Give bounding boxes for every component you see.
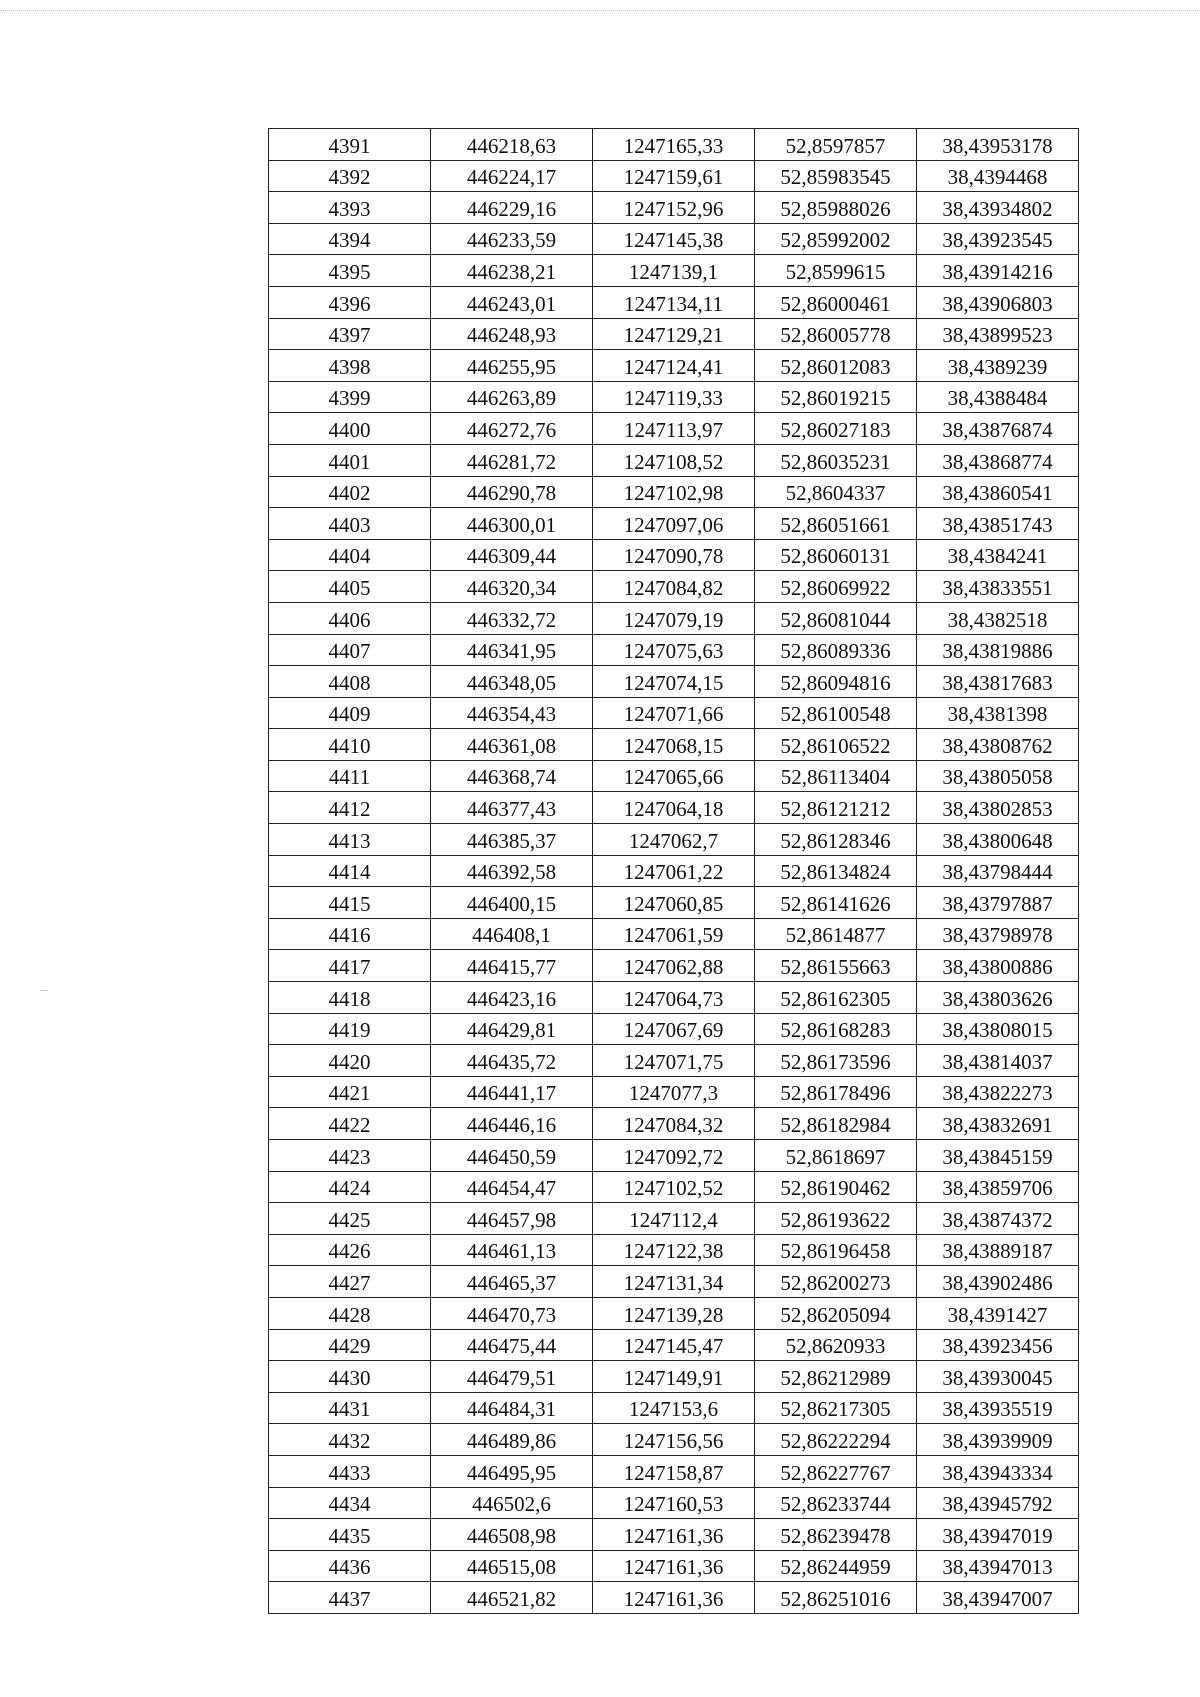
table-row: [269, 1013, 1079, 1045]
x-coordinate-cell: 446224,17: [431, 160, 593, 192]
point-number-cell: 4402: [269, 476, 431, 508]
longitude-cell: 38,43939909: [917, 1424, 1079, 1456]
longitude-cell: 38,43874372: [917, 1203, 1079, 1235]
longitude-cell: 38,43889187: [917, 1234, 1079, 1266]
point-number-cell: 4405: [269, 571, 431, 603]
y-coordinate-cell: 1247156,56: [593, 1424, 755, 1456]
latitude-cell: 52,86227767: [755, 1455, 917, 1487]
point-number-cell: 4432: [269, 1424, 431, 1456]
y-coordinate-cell: 1247079,19: [593, 602, 755, 634]
latitude-cell: 52,86069922: [755, 571, 917, 603]
table-row: [269, 1519, 1079, 1551]
point-number-cell: 4423: [269, 1140, 431, 1172]
x-coordinate-cell: 446332,72: [431, 602, 593, 634]
point-number-cell: 4429: [269, 1329, 431, 1361]
longitude-cell: 38,43947007: [917, 1582, 1079, 1614]
y-coordinate-cell: 1247064,73: [593, 982, 755, 1014]
longitude-cell: 38,43876874: [917, 413, 1079, 445]
longitude-cell: 38,43947019: [917, 1519, 1079, 1551]
longitude-cell: 38,43906803: [917, 286, 1079, 318]
x-coordinate-cell: 446423,16: [431, 982, 593, 1014]
table-row: [269, 1045, 1079, 1077]
longitude-cell: 38,43868774: [917, 444, 1079, 476]
x-coordinate-cell: 446454,47: [431, 1171, 593, 1203]
y-coordinate-cell: 1247108,52: [593, 444, 755, 476]
table-row: [269, 223, 1079, 255]
table-row: [269, 918, 1079, 950]
longitude-cell: 38,43851743: [917, 508, 1079, 540]
scan-top-edge: [0, 10, 1200, 11]
x-coordinate-cell: 446385,37: [431, 824, 593, 856]
latitude-cell: 52,86193622: [755, 1203, 917, 1235]
point-number-cell: 4425: [269, 1203, 431, 1235]
table-row: [269, 539, 1079, 571]
latitude-cell: 52,86251016: [755, 1582, 917, 1614]
latitude-cell: 52,86239478: [755, 1519, 917, 1551]
x-coordinate-cell: 446263,89: [431, 381, 593, 413]
y-coordinate-cell: 1247145,38: [593, 223, 755, 255]
point-number-cell: 4414: [269, 855, 431, 887]
x-coordinate-cell: 446479,51: [431, 1361, 593, 1393]
y-coordinate-cell: 1247102,52: [593, 1171, 755, 1203]
y-coordinate-cell: 1247060,85: [593, 887, 755, 919]
latitude-cell: 52,8618697: [755, 1140, 917, 1172]
latitude-cell: 52,86113404: [755, 760, 917, 792]
point-number-cell: 4413: [269, 824, 431, 856]
point-number-cell: 4436: [269, 1550, 431, 1582]
point-number-cell: 4412: [269, 792, 431, 824]
longitude-cell: 38,43808015: [917, 1013, 1079, 1045]
latitude-cell: 52,86100548: [755, 697, 917, 729]
table-row: [269, 792, 1079, 824]
point-number-cell: 4392: [269, 160, 431, 192]
y-coordinate-cell: 1247090,78: [593, 539, 755, 571]
x-coordinate-cell: 446320,34: [431, 571, 593, 603]
y-coordinate-cell: 1247161,36: [593, 1582, 755, 1614]
latitude-cell: 52,86155663: [755, 950, 917, 982]
longitude-cell: 38,43934802: [917, 192, 1079, 224]
x-coordinate-cell: 446484,31: [431, 1392, 593, 1424]
longitude-cell: 38,43833551: [917, 571, 1079, 603]
longitude-cell: 38,43808762: [917, 729, 1079, 761]
y-coordinate-cell: 1247074,15: [593, 666, 755, 698]
coordinates-table-body: [269, 129, 1079, 1614]
latitude-cell: 52,85988026: [755, 192, 917, 224]
point-number-cell: 4409: [269, 697, 431, 729]
longitude-cell: 38,43935519: [917, 1392, 1079, 1424]
point-number-cell: 4395: [269, 255, 431, 287]
point-number-cell: 4437: [269, 1582, 431, 1614]
table-row: [269, 824, 1079, 856]
point-number-cell: 4424: [269, 1171, 431, 1203]
x-coordinate-cell: 446309,44: [431, 539, 593, 571]
point-number-cell: 4420: [269, 1045, 431, 1077]
longitude-cell: 38,43845159: [917, 1140, 1079, 1172]
x-coordinate-cell: 446475,44: [431, 1329, 593, 1361]
x-coordinate-cell: 446218,63: [431, 129, 593, 161]
table-row: [269, 1487, 1079, 1519]
x-coordinate-cell: 446281,72: [431, 444, 593, 476]
longitude-cell: 38,43822273: [917, 1076, 1079, 1108]
longitude-cell: 38,4382518: [917, 602, 1079, 634]
y-coordinate-cell: 1247161,36: [593, 1550, 755, 1582]
y-coordinate-cell: 1247149,91: [593, 1361, 755, 1393]
point-number-cell: 4410: [269, 729, 431, 761]
latitude-cell: 52,86182984: [755, 1108, 917, 1140]
y-coordinate-cell: 1247139,28: [593, 1297, 755, 1329]
point-number-cell: 4430: [269, 1361, 431, 1393]
y-coordinate-cell: 1247064,18: [593, 792, 755, 824]
y-coordinate-cell: 1247161,36: [593, 1519, 755, 1551]
x-coordinate-cell: 446238,21: [431, 255, 593, 287]
point-number-cell: 4399: [269, 381, 431, 413]
y-coordinate-cell: 1247102,98: [593, 476, 755, 508]
longitude-cell: 38,43914216: [917, 255, 1079, 287]
x-coordinate-cell: 446400,15: [431, 887, 593, 919]
point-number-cell: 4417: [269, 950, 431, 982]
y-coordinate-cell: 1247071,75: [593, 1045, 755, 1077]
y-coordinate-cell: 1247062,7: [593, 824, 755, 856]
x-coordinate-cell: 446300,01: [431, 508, 593, 540]
latitude-cell: 52,86134824: [755, 855, 917, 887]
table-row: [269, 129, 1079, 161]
y-coordinate-cell: 1247134,11: [593, 286, 755, 318]
x-coordinate-cell: 446255,95: [431, 350, 593, 382]
longitude-cell: 38,43798978: [917, 918, 1079, 950]
table-row: [269, 887, 1079, 919]
x-coordinate-cell: 446229,16: [431, 192, 593, 224]
point-number-cell: 4411: [269, 760, 431, 792]
longitude-cell: 38,4389239: [917, 350, 1079, 382]
point-number-cell: 4428: [269, 1297, 431, 1329]
y-coordinate-cell: 1247084,82: [593, 571, 755, 603]
longitude-cell: 38,4381398: [917, 697, 1079, 729]
x-coordinate-cell: 446521,82: [431, 1582, 593, 1614]
point-number-cell: 4397: [269, 318, 431, 350]
latitude-cell: 52,86173596: [755, 1045, 917, 1077]
point-number-cell: 4426: [269, 1234, 431, 1266]
table-row: [269, 192, 1079, 224]
y-coordinate-cell: 1247119,33: [593, 381, 755, 413]
longitude-cell: 38,43832691: [917, 1108, 1079, 1140]
latitude-cell: 52,8614877: [755, 918, 917, 950]
table-row: [269, 1297, 1079, 1329]
x-coordinate-cell: 446408,1: [431, 918, 593, 950]
point-number-cell: 4401: [269, 444, 431, 476]
longitude-cell: 38,4384241: [917, 539, 1079, 571]
table-row: [269, 1076, 1079, 1108]
latitude-cell: 52,86005778: [755, 318, 917, 350]
table-row: [269, 318, 1079, 350]
latitude-cell: 52,86233744: [755, 1487, 917, 1519]
point-number-cell: 4418: [269, 982, 431, 1014]
latitude-cell: 52,86035231: [755, 444, 917, 476]
longitude-cell: 38,43802853: [917, 792, 1079, 824]
y-coordinate-cell: 1247152,96: [593, 192, 755, 224]
table-row: [269, 1108, 1079, 1140]
point-number-cell: 4394: [269, 223, 431, 255]
x-coordinate-cell: 446272,76: [431, 413, 593, 445]
x-coordinate-cell: 446441,17: [431, 1076, 593, 1108]
point-number-cell: 4398: [269, 350, 431, 382]
y-coordinate-cell: 1247065,66: [593, 760, 755, 792]
table-row: [269, 444, 1079, 476]
longitude-cell: 38,43899523: [917, 318, 1079, 350]
x-coordinate-cell: 446508,98: [431, 1519, 593, 1551]
y-coordinate-cell: 1247077,3: [593, 1076, 755, 1108]
table-row: [269, 1392, 1079, 1424]
point-number-cell: 4421: [269, 1076, 431, 1108]
table-row: [269, 697, 1079, 729]
x-coordinate-cell: 446502,6: [431, 1487, 593, 1519]
latitude-cell: 52,86027183: [755, 413, 917, 445]
longitude-cell: 38,43819886: [917, 634, 1079, 666]
x-coordinate-cell: 446377,43: [431, 792, 593, 824]
longitude-cell: 38,43798444: [917, 855, 1079, 887]
table-row: [269, 1550, 1079, 1582]
y-coordinate-cell: 1247071,66: [593, 697, 755, 729]
table-row: [269, 160, 1079, 192]
y-coordinate-cell: 1247158,87: [593, 1455, 755, 1487]
x-coordinate-cell: 446248,93: [431, 318, 593, 350]
point-number-cell: 4427: [269, 1266, 431, 1298]
coordinates-table: [268, 128, 1079, 1614]
y-coordinate-cell: 1247122,38: [593, 1234, 755, 1266]
latitude-cell: 52,86190462: [755, 1171, 917, 1203]
point-number-cell: 4434: [269, 1487, 431, 1519]
table-row: [269, 571, 1079, 603]
latitude-cell: 52,86012083: [755, 350, 917, 382]
longitude-cell: 38,4388484: [917, 381, 1079, 413]
table-row: [269, 729, 1079, 761]
x-coordinate-cell: 446368,74: [431, 760, 593, 792]
margin-mark: [40, 990, 48, 991]
latitude-cell: 52,86217305: [755, 1392, 917, 1424]
y-coordinate-cell: 1247062,88: [593, 950, 755, 982]
longitude-cell: 38,43803626: [917, 982, 1079, 1014]
x-coordinate-cell: 446429,81: [431, 1013, 593, 1045]
latitude-cell: 52,85992002: [755, 223, 917, 255]
x-coordinate-cell: 446361,08: [431, 729, 593, 761]
x-coordinate-cell: 446450,59: [431, 1140, 593, 1172]
point-number-cell: 4393: [269, 192, 431, 224]
latitude-cell: 52,8620933: [755, 1329, 917, 1361]
latitude-cell: 52,86000461: [755, 286, 917, 318]
latitude-cell: 52,86141626: [755, 887, 917, 919]
table-row: [269, 634, 1079, 666]
latitude-cell: 52,86205094: [755, 1297, 917, 1329]
x-coordinate-cell: 446233,59: [431, 223, 593, 255]
latitude-cell: 52,86178496: [755, 1076, 917, 1108]
point-number-cell: 4422: [269, 1108, 431, 1140]
longitude-cell: 38,43947013: [917, 1550, 1079, 1582]
y-coordinate-cell: 1247068,15: [593, 729, 755, 761]
table-row: [269, 286, 1079, 318]
point-number-cell: 4433: [269, 1455, 431, 1487]
latitude-cell: 52,86094816: [755, 666, 917, 698]
point-number-cell: 4415: [269, 887, 431, 919]
longitude-cell: 38,43953178: [917, 129, 1079, 161]
latitude-cell: 52,86081044: [755, 602, 917, 634]
longitude-cell: 38,43859706: [917, 1171, 1079, 1203]
table-row: [269, 255, 1079, 287]
point-number-cell: 4400: [269, 413, 431, 445]
longitude-cell: 38,43805058: [917, 760, 1079, 792]
point-number-cell: 4416: [269, 918, 431, 950]
table-row: [269, 1203, 1079, 1235]
longitude-cell: 38,43814037: [917, 1045, 1079, 1077]
table-row: [269, 508, 1079, 540]
table-row: [269, 413, 1079, 445]
point-number-cell: 4408: [269, 666, 431, 698]
y-coordinate-cell: 1247112,4: [593, 1203, 755, 1235]
latitude-cell: 52,8597857: [755, 129, 917, 161]
latitude-cell: 52,86106522: [755, 729, 917, 761]
y-coordinate-cell: 1247084,32: [593, 1108, 755, 1140]
table-row: [269, 950, 1079, 982]
latitude-cell: 52,86019215: [755, 381, 917, 413]
x-coordinate-cell: 446465,37: [431, 1266, 593, 1298]
table-row: [269, 1234, 1079, 1266]
table-row: [269, 1329, 1079, 1361]
y-coordinate-cell: 1247165,33: [593, 129, 755, 161]
table-row: [269, 1455, 1079, 1487]
y-coordinate-cell: 1247067,69: [593, 1013, 755, 1045]
x-coordinate-cell: 446435,72: [431, 1045, 593, 1077]
latitude-cell: 52,86121212: [755, 792, 917, 824]
longitude-cell: 38,43860541: [917, 476, 1079, 508]
table-row: [269, 381, 1079, 413]
latitude-cell: 52,86162305: [755, 982, 917, 1014]
x-coordinate-cell: 446290,78: [431, 476, 593, 508]
point-number-cell: 4407: [269, 634, 431, 666]
longitude-cell: 38,43800886: [917, 950, 1079, 982]
x-coordinate-cell: 446392,58: [431, 855, 593, 887]
x-coordinate-cell: 446515,08: [431, 1550, 593, 1582]
point-number-cell: 4406: [269, 602, 431, 634]
table-row: [269, 666, 1079, 698]
x-coordinate-cell: 446354,43: [431, 697, 593, 729]
latitude-cell: 52,86212989: [755, 1361, 917, 1393]
x-coordinate-cell: 446461,13: [431, 1234, 593, 1266]
longitude-cell: 38,43923456: [917, 1329, 1079, 1361]
y-coordinate-cell: 1247145,47: [593, 1329, 755, 1361]
y-coordinate-cell: 1247129,21: [593, 318, 755, 350]
x-coordinate-cell: 446341,95: [431, 634, 593, 666]
x-coordinate-cell: 446470,73: [431, 1297, 593, 1329]
x-coordinate-cell: 446446,16: [431, 1108, 593, 1140]
point-number-cell: 4403: [269, 508, 431, 540]
x-coordinate-cell: 446457,98: [431, 1203, 593, 1235]
point-number-cell: 4404: [269, 539, 431, 571]
x-coordinate-cell: 446348,05: [431, 666, 593, 698]
longitude-cell: 38,43817683: [917, 666, 1079, 698]
point-number-cell: 4435: [269, 1519, 431, 1551]
table-row: [269, 982, 1079, 1014]
y-coordinate-cell: 1247061,22: [593, 855, 755, 887]
latitude-cell: 52,86200273: [755, 1266, 917, 1298]
latitude-cell: 52,86089336: [755, 634, 917, 666]
table-row: [269, 476, 1079, 508]
longitude-cell: 38,4391427: [917, 1297, 1079, 1329]
longitude-cell: 38,43943334: [917, 1455, 1079, 1487]
y-coordinate-cell: 1247159,61: [593, 160, 755, 192]
latitude-cell: 52,86222294: [755, 1424, 917, 1456]
table-row: [269, 760, 1079, 792]
x-coordinate-cell: 446415,77: [431, 950, 593, 982]
table-row: [269, 350, 1079, 382]
longitude-cell: 38,43797887: [917, 887, 1079, 919]
y-coordinate-cell: 1247131,34: [593, 1266, 755, 1298]
point-number-cell: 4391: [269, 129, 431, 161]
y-coordinate-cell: 1247061,59: [593, 918, 755, 950]
table-row: [269, 1361, 1079, 1393]
table-row: [269, 1171, 1079, 1203]
y-coordinate-cell: 1247113,97: [593, 413, 755, 445]
longitude-cell: 38,43800648: [917, 824, 1079, 856]
point-number-cell: 4396: [269, 286, 431, 318]
latitude-cell: 52,86196458: [755, 1234, 917, 1266]
point-number-cell: 4419: [269, 1013, 431, 1045]
y-coordinate-cell: 1247160,53: [593, 1487, 755, 1519]
x-coordinate-cell: 446495,95: [431, 1455, 593, 1487]
table-row: [269, 602, 1079, 634]
latitude-cell: 52,8604337: [755, 476, 917, 508]
y-coordinate-cell: 1247075,63: [593, 634, 755, 666]
x-coordinate-cell: 446243,01: [431, 286, 593, 318]
latitude-cell: 52,8599615: [755, 255, 917, 287]
longitude-cell: 38,4394468: [917, 160, 1079, 192]
table-row: [269, 1140, 1079, 1172]
y-coordinate-cell: 1247092,72: [593, 1140, 755, 1172]
longitude-cell: 38,43902486: [917, 1266, 1079, 1298]
latitude-cell: 52,85983545: [755, 160, 917, 192]
latitude-cell: 52,86060131: [755, 539, 917, 571]
longitude-cell: 38,43930045: [917, 1361, 1079, 1393]
point-number-cell: 4431: [269, 1392, 431, 1424]
latitude-cell: 52,86128346: [755, 824, 917, 856]
y-coordinate-cell: 1247153,6: [593, 1392, 755, 1424]
latitude-cell: 52,86168283: [755, 1013, 917, 1045]
y-coordinate-cell: 1247097,06: [593, 508, 755, 540]
table-row: [269, 1266, 1079, 1298]
table-row: [269, 1424, 1079, 1456]
latitude-cell: 52,86244959: [755, 1550, 917, 1582]
longitude-cell: 38,43923545: [917, 223, 1079, 255]
x-coordinate-cell: 446489,86: [431, 1424, 593, 1456]
latitude-cell: 52,86051661: [755, 508, 917, 540]
table-row: [269, 855, 1079, 887]
table-row: [269, 1582, 1079, 1614]
y-coordinate-cell: 1247139,1: [593, 255, 755, 287]
longitude-cell: 38,43945792: [917, 1487, 1079, 1519]
y-coordinate-cell: 1247124,41: [593, 350, 755, 382]
